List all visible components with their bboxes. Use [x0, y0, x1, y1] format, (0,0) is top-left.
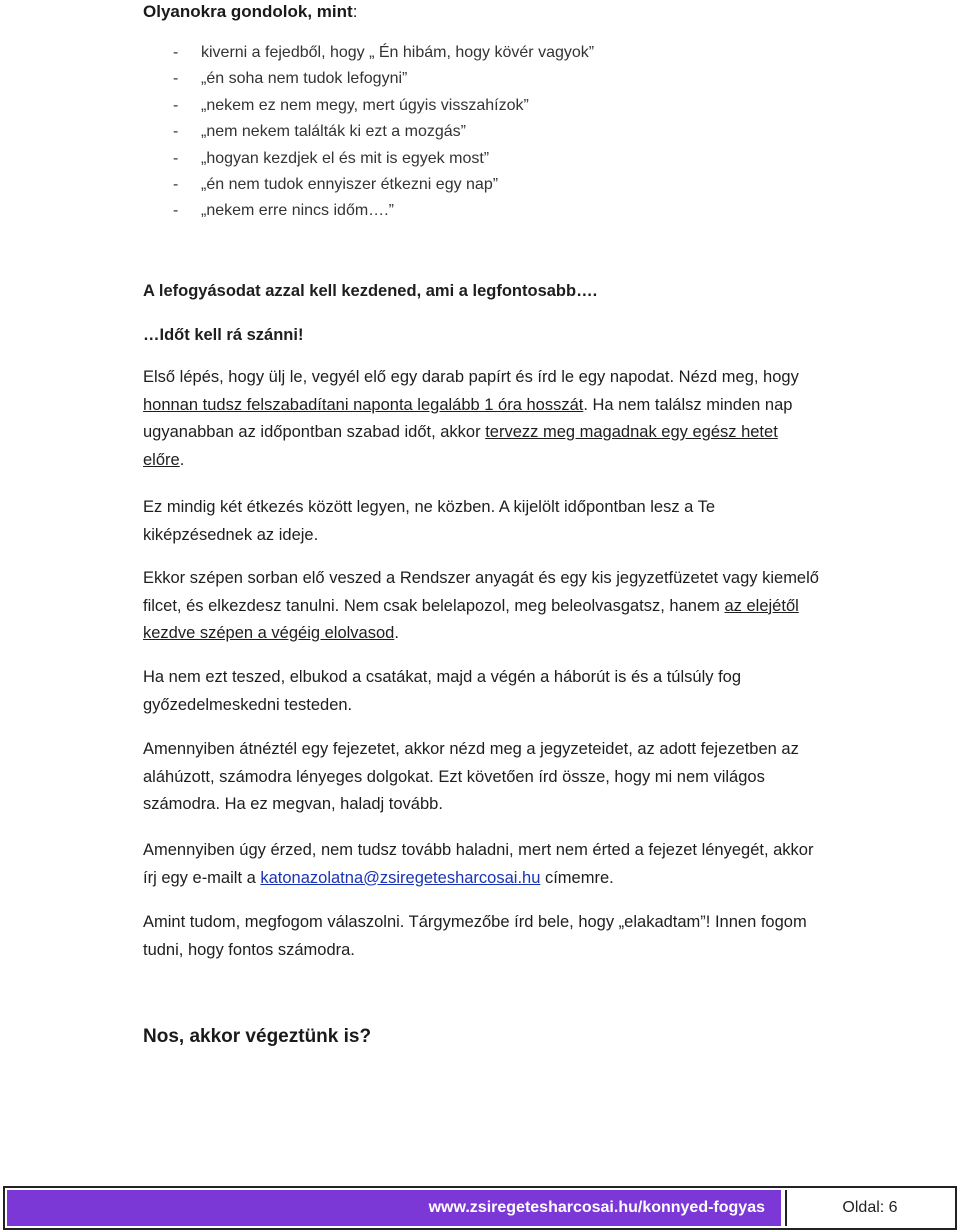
underlined-text: az elejétől kezdve szépen a végéig elolvasod: [143, 596, 799, 642]
paragraph-text: .: [179, 450, 185, 469]
paragraph-first-step: [143, 364, 823, 474]
intro-heading-colon: :: [352, 2, 358, 21]
closing-question: Nos, akkor végeztünk is?: [143, 1026, 372, 1047]
bullet-dash: -: [173, 44, 179, 61]
bullet-dash: -: [173, 175, 179, 193]
paragraph-notes: Amennyiben átnéztél egy fejezetet, akkor nézd meg a jegyzeteidet, az adott fejezetben az aláhúzott, számodra lényeges dolgokat. Ezt követően írd össze, hogy mi nem világos számodra. Ha ez megvan, haladj tovább.: [143, 740, 799, 813]
underlined-text: tervezz meg magadnak egy egész hetet előre: [143, 423, 778, 469]
page-footer: [3, 1186, 957, 1230]
page-number: Oldal: 6: [785, 1190, 953, 1226]
list-item-text: „nekem ez nem megy, mert úgyis visszahízok”: [201, 96, 529, 114]
list-item-text: „én nem tudok ennyiszer étkezni egy nap”: [201, 175, 499, 193]
list-item-text: „nem nekem találták ki ezt a mozgás”: [201, 123, 466, 141]
key-statement: A lefogyásodat azzal kell kezdened, ami a legfontosabb….: [143, 282, 598, 300]
paragraph-warning: Ha nem ezt teszed, elbukod a csatákat, majd a végén a háborút is és a túlsúly fog győzedelmeskedni testeden.: [143, 668, 742, 714]
paragraph-text: .: [394, 624, 399, 642]
paragraph-text: Amennyiben úgy érzed, nem tudsz tovább haladni, mert nem érted a fejezet lényegét, akkor írj egy e-mailt a: [143, 841, 814, 887]
paragraph-study: [143, 565, 823, 648]
list-item-text: „én soha nem tudok lefogyni”: [201, 70, 408, 88]
bullet-dash: -: [173, 123, 179, 141]
paragraph-timing: Ez mindig két étkezés között legyen, ne közben. A kijelölt időpontban lesz a Te kiképzésednek az ideje.: [143, 498, 716, 544]
email-link[interactable]: katonazolatna@zsiregetesharcosai.hu: [260, 868, 541, 887]
paragraph-contact: [143, 837, 823, 892]
paragraph-text: . Ha nem találsz minden nap ugyanabban az időpontban szabad időt, akkor: [143, 395, 793, 441]
paragraph-text: Ekkor szépen sorban elő veszed a Rendszer anyagát és egy kis jegyzetfüzetet vagy kiemelő filcet, és elkezdesz tanulni. Nem csak belelapozol, meg beleolvasgatsz, hanem: [143, 569, 819, 615]
bullet-dash: -: [173, 202, 179, 220]
key-statement-emphasis: …Időt kell rá szánni!: [143, 326, 304, 344]
list-item-text: kiverni a fejedből, hogy „ Én hibám, hogy kövér vagyok”: [201, 44, 595, 61]
bullet-dash: -: [173, 70, 179, 88]
bullet-dash: -: [173, 149, 179, 167]
bullet-dash: -: [173, 96, 179, 114]
list-item-text: „nekem erre nincs időm….”: [201, 202, 394, 220]
list-item-text: „hogyan kezdjek el és mit is egyek most”: [201, 149, 490, 167]
paragraph-text: címemre.: [540, 868, 614, 887]
intro-heading: [143, 0, 357, 24]
intro-heading-bold: Olyanokra gondolok, mint: [143, 2, 353, 21]
paragraph-text: Első lépés, hogy ülj le, vegyél elő egy darab papírt és írd le egy napodat. Nézd meg, hogy: [143, 368, 799, 386]
underlined-text: honnan tudsz felszabadítani naponta legalább 1 óra hosszát: [143, 395, 584, 414]
footer-url[interactable]: www.zsiregetesharcosai.hu/konnyed-fogyas: [7, 1190, 781, 1226]
paragraph-reply: Amint tudom, megfogom válaszolni. Tárgymezőbe írd bele, hogy „elakadtam”! Innen fogom tudni, hogy fontos számodra.: [143, 913, 807, 959]
